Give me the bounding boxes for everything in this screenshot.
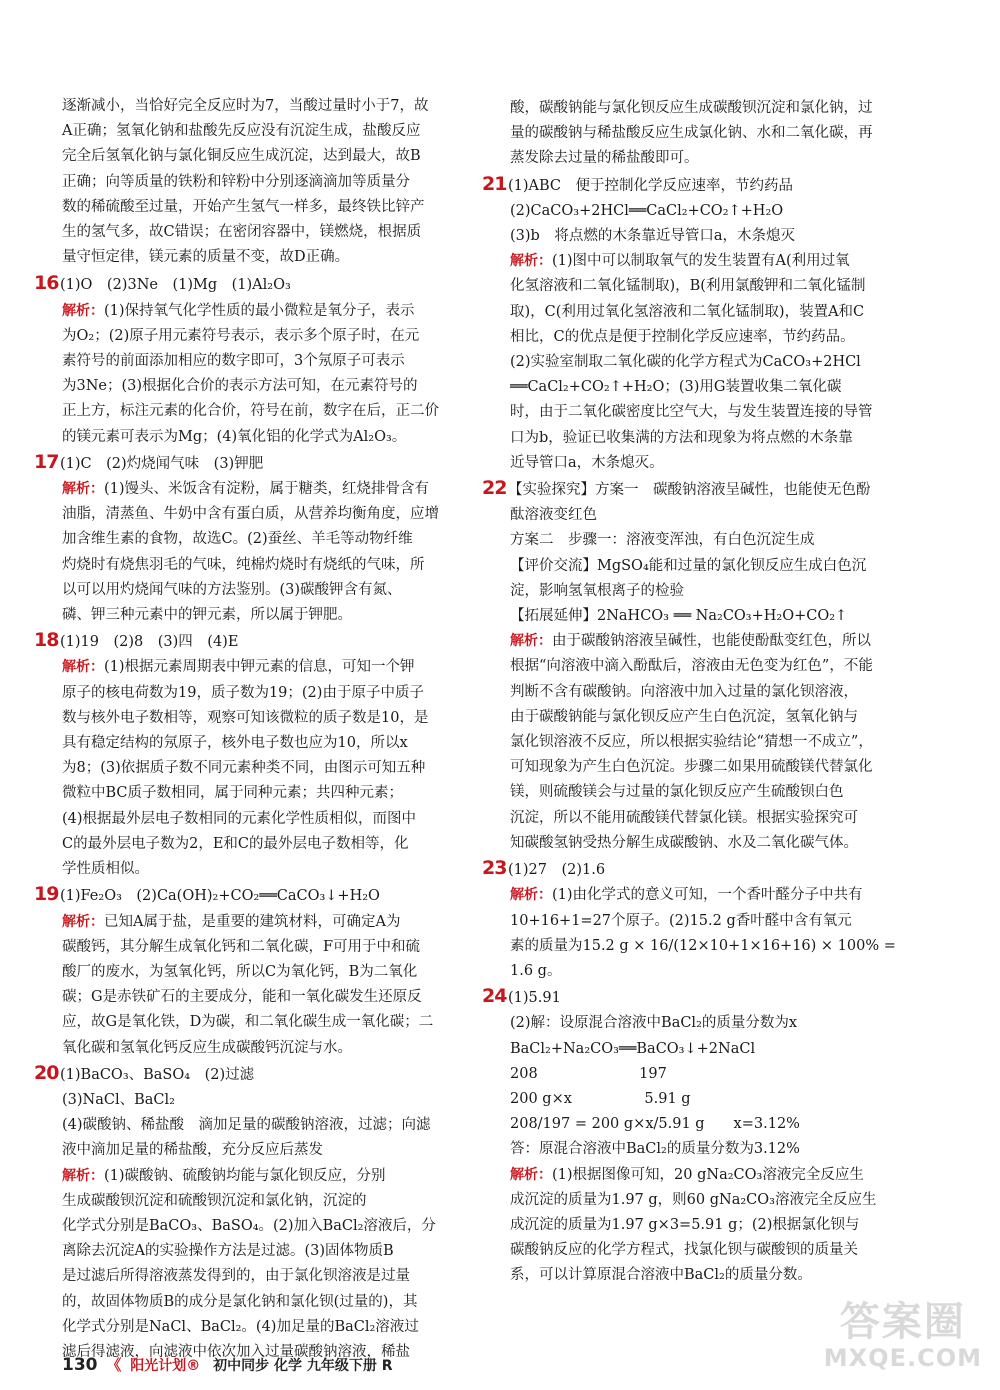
answer-text-3 [62,1113,480,1163]
analysis-line: 素的质量为15.2 g × 16/(12×10+1×16+16) × 100% = [510,937,896,954]
analysis-line: 解析：由于碳酸钠溶液呈碱性，也能使酚酞变红色，所以 [510,633,871,650]
analysis-line: 判断不含有碳酸钠。向溶液中加入过量的氯化钡溶液， [510,683,858,700]
question-number: 19 [34,883,59,906]
analysis-line: 解析：(1)根据元素周期表中钾元素的信息，可知一个钾 [62,659,415,676]
answer-line: 22 【实验探究】方案一 碳酸钠溶液呈碱性，也能使无色酚 [510,476,950,503]
text-line: 正确；向等质量的铁粉和锌粉中分别逐滴滴加等质量分 [62,173,410,190]
analysis-tag: 解析： [510,633,552,650]
analysis-line: 是过滤后所得溶液蒸发得到的，由于氯化钡溶液是过量 [62,1268,410,1285]
analysis-line: 油脂，清蒸鱼、牛奶中含有蛋白质，从营养均衡角度，应增 [62,506,439,523]
analysis-line: (4)根据最外层电子数相同的元素化学性质相似，而图中 [62,810,417,827]
text-line: 完全后氢氧化钠与氯化铜反应生成沉淀，达到最大，故B [62,148,421,165]
analysis-line: 磷、钾三种元素中的钾元素，所以属于钾肥。 [62,607,352,624]
answer-line: 方案二 步骤一：溶液变浑浊，有白色沉淀生成 [510,532,815,549]
analysis-line: 化学式分别是NaCl、BaCl₂。(4)加足量的BaCl₂溶液过 [62,1318,419,1335]
analysis-line: 学性质相似。 [62,861,149,878]
analysis-line: 1.6 g。 [510,962,562,979]
analysis-line: 解析：已知A属于盐，是重要的建筑材料，可确定A为 [62,913,401,930]
analysis-tag: 解析： [62,481,104,498]
analysis-line: (2)实验室制取二氧化碳的化学方程式为CaCO₃+2HCl [510,354,861,371]
analysis-line: 取)，C(利用过氧化氢溶液和二氧化锰制取)，装置A和C [510,303,865,320]
answer-line: (3)b 将点燃的木条靠近导管口a，木条熄灭 [510,228,795,245]
text-line: (2)解：设原混合溶液中BaCl₂的质量分数为x [510,1015,798,1032]
text-line: 生的氢气多，故C错误；在密闭容器中，镁燃烧，根据质 [62,224,422,241]
question-number: 23 [482,857,507,880]
analysis-line: 碳；G是赤铁矿石的主要成分，能和一氧化碳发生还原反 [62,989,422,1006]
question-23 [482,856,950,984]
analysis-line: C的最外层电子数为2，E和C的最外层电子数相等，化 [62,835,409,852]
page-number: 130 [62,1355,98,1375]
text-line: 208 197 [510,1065,667,1082]
analysis-line: 碳酸钠反应的化学方程式，找氯化钡与碳酸钡的质量关 [510,1242,858,1259]
left-column [34,94,480,1365]
analysis-tag: 解析： [62,913,104,930]
question-number: 18 [34,629,59,652]
analysis-line: 10+16+1=27个原子。(2)15.2 g香叶醛中含有氧元 [510,912,852,929]
analysis-tag: 解析： [510,887,552,904]
analysis-line: 成沉淀的质量为1.97 g×3=5.91 g；(2)根据氯化钡与 [510,1216,860,1233]
answer-text: (1)5.91 [508,990,561,1007]
analysis-line: 时，由于二氧化碳密度比空气大，与发生装置连接的导管 [510,404,873,421]
answer-line: 酞溶液变红色 [510,507,597,524]
analysis-line: 根据“向溶液中滴入酚酞后，溶液由无色变为红色”，不能 [510,658,873,675]
answer-text: (1)O (2)3Ne (1)Mg (1)Al₂O₃ [60,277,291,294]
question-number: 16 [34,272,59,295]
analysis-line: 离除去沉淀A的实验操作方法是过滤。(3)固体物质B [62,1243,394,1260]
analysis-line: 为8；(3)依据质子数不同元素种类不同，由图示可知五种 [62,760,426,777]
analysis-line: 数与核外电子数相等，观察可知该微粒的质子数是10，是 [62,709,429,726]
analysis-line: 微粒中BC质子数相同，属于同种元素；共四种元素； [62,785,404,802]
question-number: 24 [482,985,507,1008]
question-20 [34,1061,480,1365]
answer-line: 【拓展延伸】2NaHCO₃ ══ Na₂CO₃+H₂O+CO₂↑ [510,608,848,625]
analysis-tag: 解析： [62,302,104,319]
analysis-line: 由于碳酸钠能与氯化钡反应产生白色沉淀，氢氧化钠与 [510,708,858,725]
text-line: 酸，碳酸钠能与氯化钡反应生成碳酸钡沉淀和氯化钠，过 [510,100,873,116]
analysis-line: 可知现象为产生白色沉淀。步骤二如果用硫酸镁代替氯化 [510,759,873,776]
answer-block [482,172,950,250]
analysis-line: 氯化钡溶液不反应，所以根据实验结论“猜想一不成立”， [510,734,873,751]
answer-text: (1)BaCO₃、BaSO₄ (2)过滤 [60,1066,255,1083]
book-title: 初中同步 化学 九年级下册 R [213,1358,393,1374]
analysis-line: 解析：(1)馒头、米饭含有淀粉，属于糖类，红烧排骨含有 [62,481,430,498]
analysis-line: 解析：(1)根据图像可知，20 gNa₂CO₃溶液完全反应生 [510,1166,864,1183]
analysis-line: 具有稳定结构的氖原子，核外电子数也应为10，所以x [62,735,408,752]
analysis-line: 应，故G是氧化铁，D为碳，和二氧化碳生成一氧化碳；二 [62,1014,434,1031]
analysis-line: 为O₂；(2)原子用元素符号表示，表示多个原子时，在元 [62,327,420,344]
analysis-line: 加含维生素的食物，故选C。(2)蚕丝、羊毛等动物纤维 [62,531,413,548]
text-line: 液中滴加足量的稀盐酸，充分反应后蒸发 [62,1142,323,1159]
analysis-line: 原子的核电荷数为19，质子数为19；(2)由于原子中质子 [62,684,424,701]
answer-block [482,476,950,629]
answer-text-2: (3)NaCl、BaCl₂ [62,1091,175,1108]
analysis-line: 口为b，验证已收集满的方法和现象为将点燃的木条靠 [510,429,853,446]
text-line: 量守恒定律，镁元素的质量不变，故D正确。 [62,249,350,266]
analysis-block [62,655,480,882]
question-17 [34,450,480,628]
analysis-line: 成沉淀的质量为1.97 g，则60 gNa₂CO₃溶液完全反应生 [510,1191,877,1208]
analysis-line: 解析：(1)图中可以制取氧气的发生装置有A(利用过氧 [510,253,850,270]
analysis-line: 沉淀，所以不能用硫酸镁代替氯化镁。根据实验探究可 [510,809,858,826]
analysis-tag: 解析： [62,659,104,676]
answer-line: 【评价交流】MgSO₄能和过量的氯化钡反应生成白色沉 [510,557,867,574]
text-line: 208/197 = 200 g×x/5.91 g x=3.12% [510,1116,800,1133]
question-number: 22 [482,477,507,500]
answer-text: (1)C (2)灼烧闻气味 (3)钾肥 [60,455,264,472]
analysis-block [62,1164,480,1366]
text-line: BaCl₂+Na₂CO₃══BaCO₃↓+2NaCl [510,1040,756,1057]
text-line: A正确；氢氧化钠和盐酸先反应没有沉淀生成，盐酸反应 [62,123,421,140]
text-line: 蒸发除去过量的稀盐酸即可。 [510,150,699,167]
analysis-line: 近导管口a，木条熄灭。 [510,454,664,471]
analysis-line: 生成碳酸钡沉淀和硫酸钡沉淀和氯化钠，沉淀的 [62,1192,367,1209]
answer-line: 淀，影响氢氧根离子的检验 [510,582,684,599]
question-16 [34,271,480,449]
question-number: 21 [482,172,507,195]
question-21 [482,172,950,476]
analysis-block [62,299,480,450]
solution-block [510,1011,950,1162]
analysis-line: 酸厂的废水，为氢氧化钙，所以C为氧化钙，B为二氧化 [62,963,418,980]
analysis-tag: 解析： [510,253,552,270]
analysis-line: 解析：(1)保持氧气化学性质的最小微粒是氧分子，表示 [62,302,415,319]
text-line: 量的碳酸钠与稀盐酸反应生成氯化钠、水和二氧化碳，再 [510,125,873,142]
analysis-line: 灼烧时有烧焦羽毛的气味，纯棉灼烧时有烧纸的气味，所 [62,556,425,573]
question-18 [34,628,480,882]
analysis-line: 的，故固体物质B的成分是氯化钠和氯化钡(过量的)，其 [62,1293,418,1310]
analysis-line: 知碳酸氢钠受热分解生成碳酸钠、水及二氧化碳气体。 [510,834,858,851]
question-number: 17 [34,450,59,473]
q20-continuation [510,96,950,172]
analysis-block [62,477,480,628]
answer-text: (1)19 (2)8 (3)四 (4)E [60,634,239,651]
analysis-line: 镁，则硫酸镁会与过量的氯化钡反应产生硫酸钡白色 [510,784,844,801]
question-24 [482,984,950,1288]
watermark-logo: 答案圈 [839,1299,966,1345]
answer-line: 21 (1)ABC 便于控制化学反应速率，节约药品 [510,172,950,199]
text-line: 逐渐减小，当恰好完全反应时为7，当酸过量时小于7，故 [62,98,429,114]
analysis-line: 的镁元素可表示为Mg；(4)氧化铝的化学式为Al₂O₃。 [62,428,407,445]
analysis-line: 素符号的前面添加相应的数字即可，3个氖原子可表示 [62,353,405,370]
analysis-line: 相比，C的优点是便于控制化学反应速率，节约药品。 [510,328,855,345]
page-footer [62,1354,393,1375]
text-line: 200 g×x 5.91 g [510,1090,691,1107]
analysis-line: 正上方，标注元素的化合价，符号在前，数字在后，正二价 [62,403,439,420]
question-19 [34,882,480,1060]
analysis-line: 化学式分别是BaCO₃、BaSO₄。(2)加入BaCl₂溶液后，分 [62,1217,436,1234]
analysis-line: 系，可以计算原混合溶液中BaCl₂的质量分数。 [510,1267,812,1284]
question-number: 20 [34,1061,59,1084]
right-column [482,96,950,1289]
analysis-tag: 解析： [510,1166,552,1183]
text-line: 答：原混合溶液中BaCl₂的质量分数为3.12% [510,1141,800,1158]
site-watermark [824,1300,982,1372]
q15-continuation [62,94,480,270]
analysis-block [510,1163,950,1289]
answer-text: (1)27 (2)1.6 [508,862,606,879]
brand-name: 阳光计划® [130,1358,201,1374]
text-line: (4)碳酸钠、稀盐酸 滴加足量的碳酸钠溶液，过滤；向滤 [62,1117,431,1134]
watermark-url: MXQE.COM [823,1344,982,1372]
analysis-line: 解析：(1)由化学式的意义可知，一个香叶醛分子中共有 [510,887,863,904]
analysis-block [510,883,950,984]
analysis-block [510,629,950,856]
analysis-line: 以可以用灼烧闻气味的方法鉴别。(3)碳酸钾含有氮、 [62,581,402,598]
double-chevron-icon: 《 [106,1356,122,1374]
answer-text: (1)Fe₂O₃ (2)Ca(OH)₂+CO₂══CaCO₃↓+H₂O [60,888,380,905]
analysis-line: ══CaCl₂+CO₂↑+H₂O；(3)用G装置收集二氧化碳 [510,379,842,396]
text-line: 数的稀硫酸至过量，开始产生氢气一样多，最终铁比锌产 [62,198,425,215]
analysis-line: 氧化碳和氢氧化钙反应生成碳酸钙沉淀与水。 [62,1039,352,1056]
analysis-block [62,910,480,1061]
answer-line: (2)CaCO₃+2HCl══CaCl₂+CO₂↑+H₂O [510,202,784,219]
analysis-line: 解析：(1)碳酸钠、硫酸钠均能与氯化钡反应，分别 [62,1167,386,1184]
analysis-block [510,249,950,476]
analysis-tag: 解析： [62,1167,104,1184]
question-22 [482,476,950,856]
analysis-line: 为3Ne；(3)根据化合价的表示方法可知，在元素符号的 [62,378,418,395]
analysis-line: 碳酸钙，其分解生成氧化钙和二氧化碳，F可用于中和硫 [62,938,421,955]
analysis-line: 滤后得滤液，向滤液中依次加入过量碳酸钠溶液，稀盐 [62,1343,410,1360]
analysis-line: 化氢溶液和二氧化锰制取)，B(利用氯酸钾和二氧化锰制 [510,278,866,295]
